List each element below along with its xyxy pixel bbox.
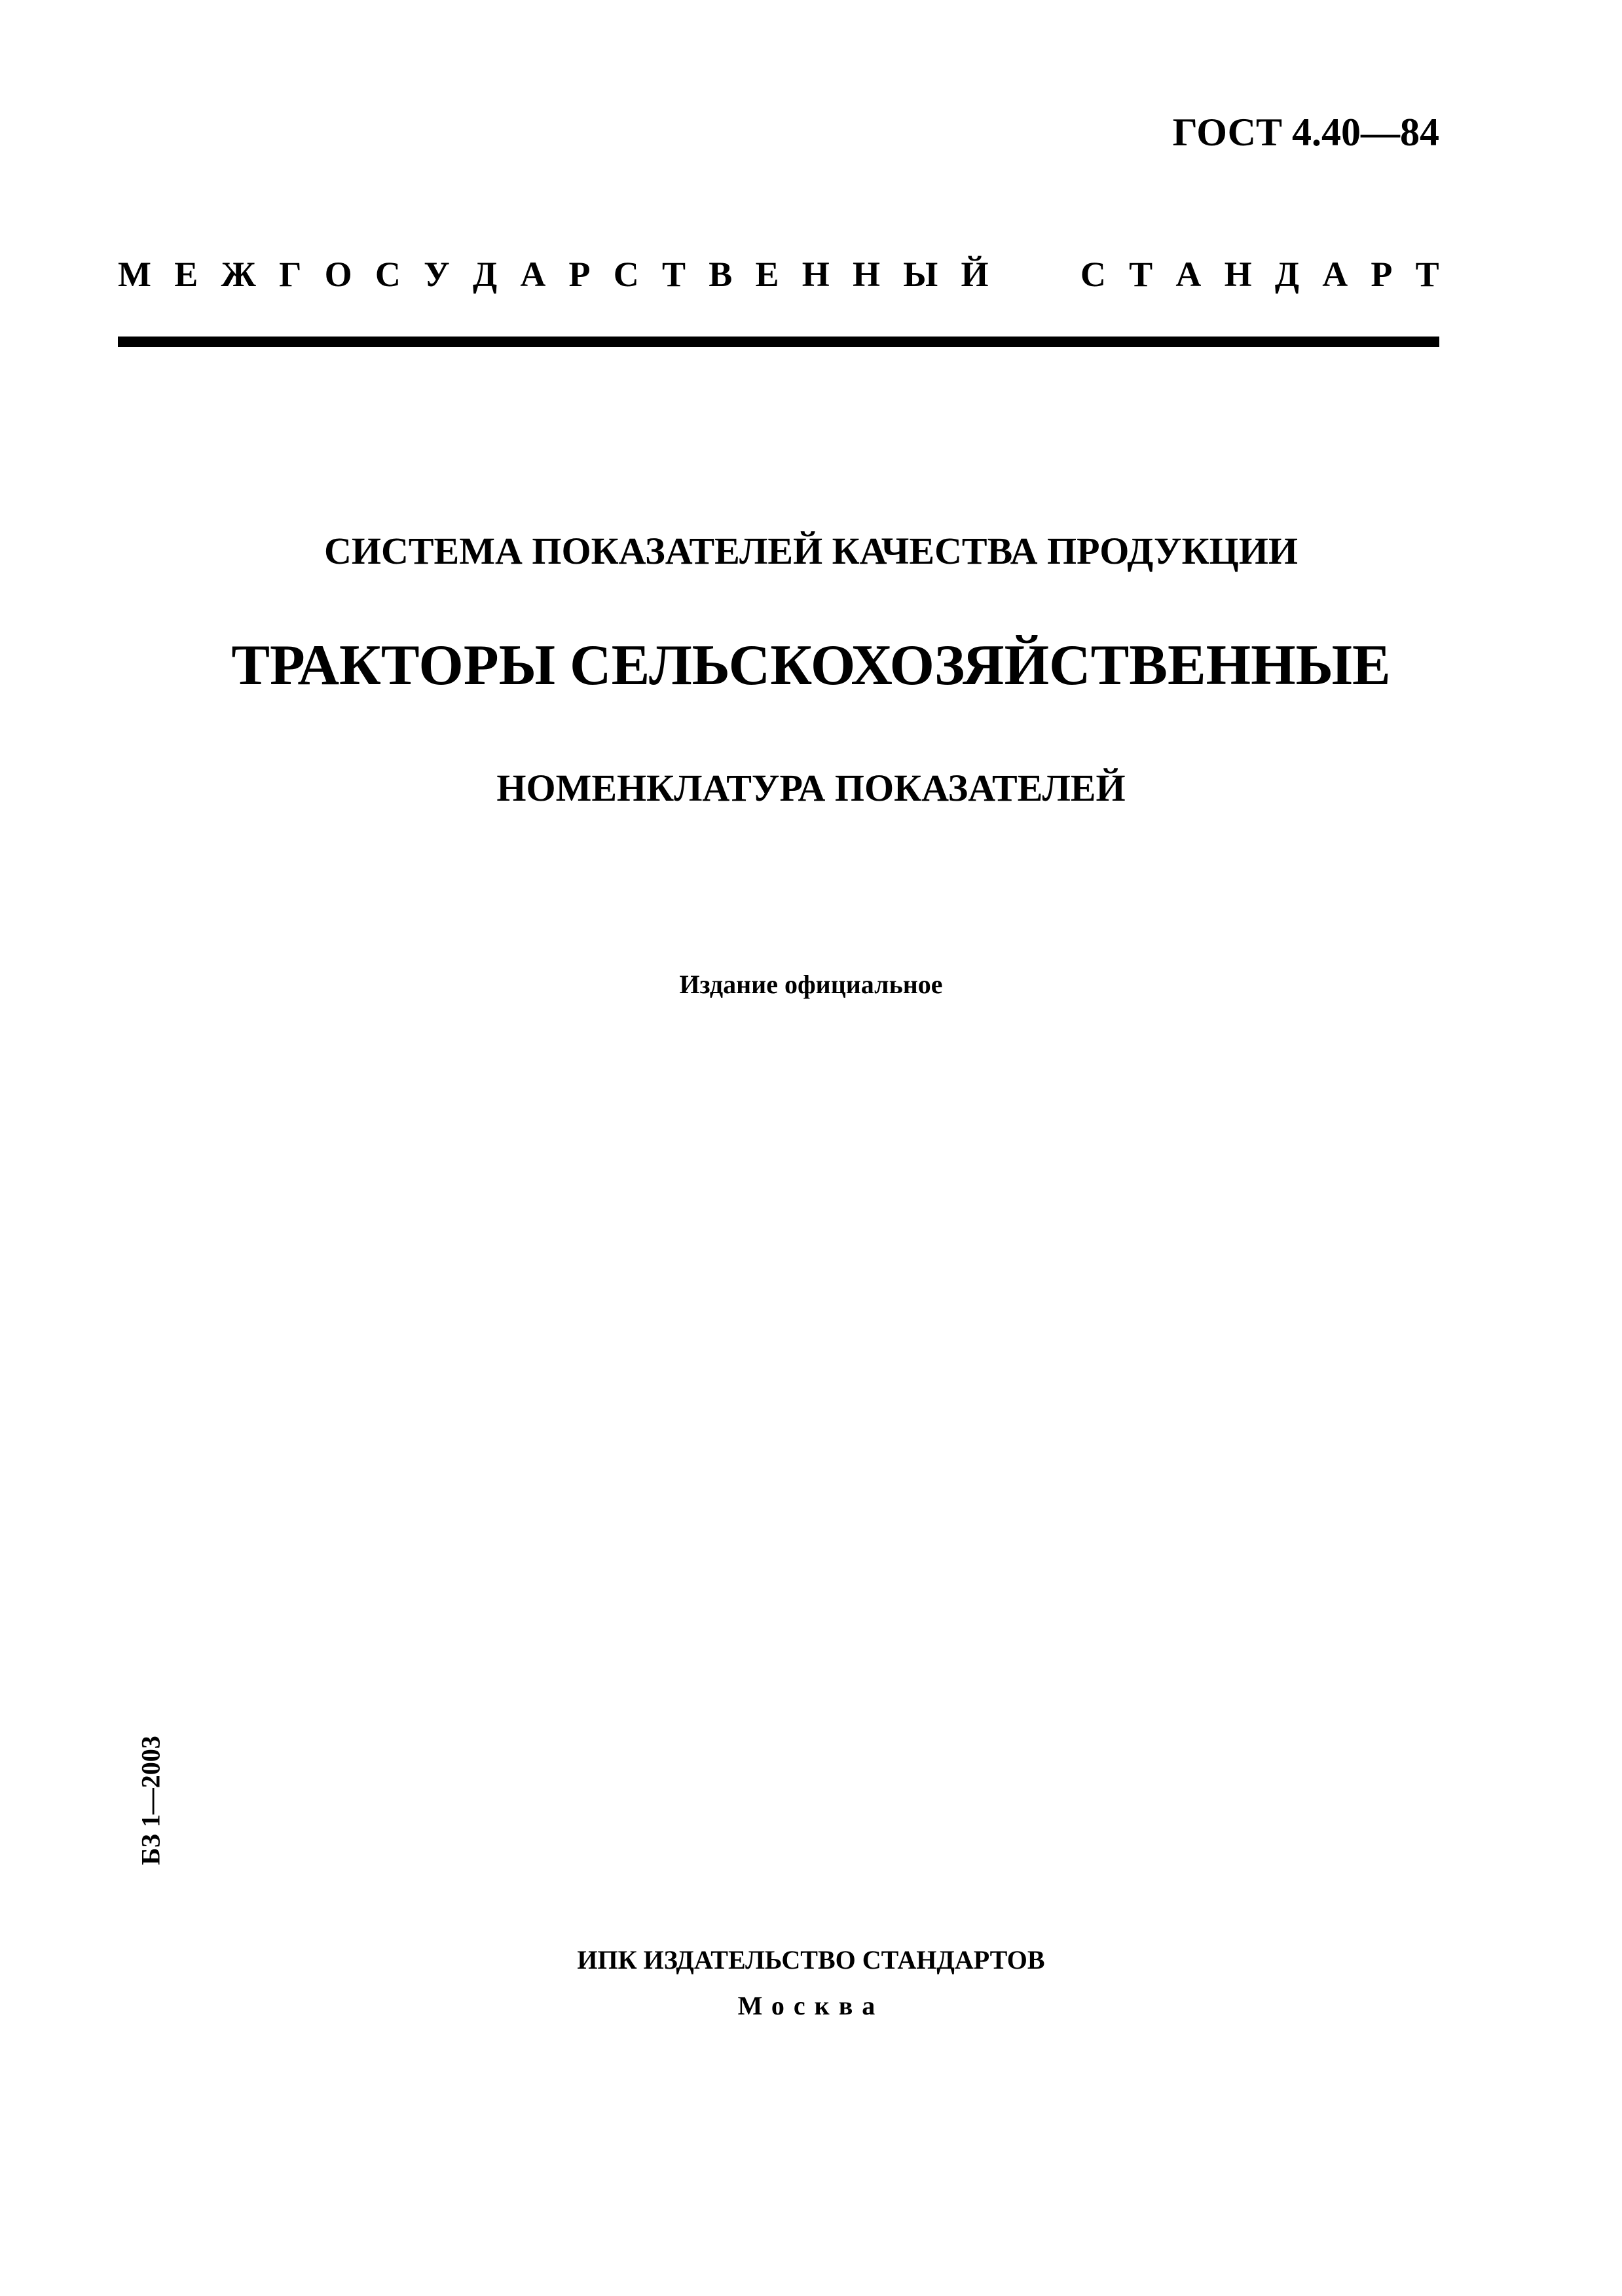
standard-type-letter: Е [174,255,198,294]
publisher-name: ИПК ИЗДАТЕЛЬСТВО СТАНДАРТОВ [577,1945,1045,1975]
standard-type-letter: Е [755,255,779,294]
standard-type-letter: Ж [221,255,256,294]
standard-type-letter: В [709,255,733,294]
standard-type-letter: Р [568,255,591,294]
standard-type-letter: Т [1415,255,1439,294]
standard-type-letter: А [1175,255,1202,294]
main-title: ТРАКТОРЫ СЕЛЬСКОХОЗЯЙСТВЕННЫЕ [231,634,1391,697]
edition-note: Издание официальное [679,970,943,999]
standard-type-letter: Н [852,255,880,294]
standard-type-heading [118,254,1439,295]
standard-type-letter: А [1322,255,1348,294]
standard-type-letter: Ы [903,255,938,294]
document-number: ГОСТ 4.40—84 [1172,111,1439,154]
standard-type-letter: Д [472,255,498,294]
series-title: СИСТЕМА ПОКАЗАТЕЛЕЙ КАЧЕСТВА ПРОДУКЦИИ [323,530,1298,572]
standard-type-letter: Т [661,255,686,294]
standard-type-letter: М [118,255,151,294]
publisher-city: Москва [737,1991,885,2020]
standard-type-letter: Г [279,255,302,294]
standard-type-letter: С [1080,255,1106,294]
subtitle: НОМЕНКЛАТУРА ПОКАЗАТЕЛЕЙ [496,767,1126,809]
standard-type-letter: Р [1371,255,1393,294]
heading-divider [118,337,1439,347]
standard-type-letter: Й [961,255,989,294]
standard-type-letter: Т [1129,255,1153,294]
standard-type-letter: О [324,255,352,294]
standard-type-letter: С [375,255,401,294]
word-gap [1012,254,1058,295]
standard-type-letter: У [424,255,450,294]
standard-type-letter: Д [1274,255,1299,294]
standard-type-letter: Н [1224,255,1252,294]
standard-type-letter: А [520,255,546,294]
side-code: БЗ 1—2003 [136,1736,166,1865]
standard-type-letter: С [613,255,639,294]
standard-type-letter: Н [802,255,830,294]
